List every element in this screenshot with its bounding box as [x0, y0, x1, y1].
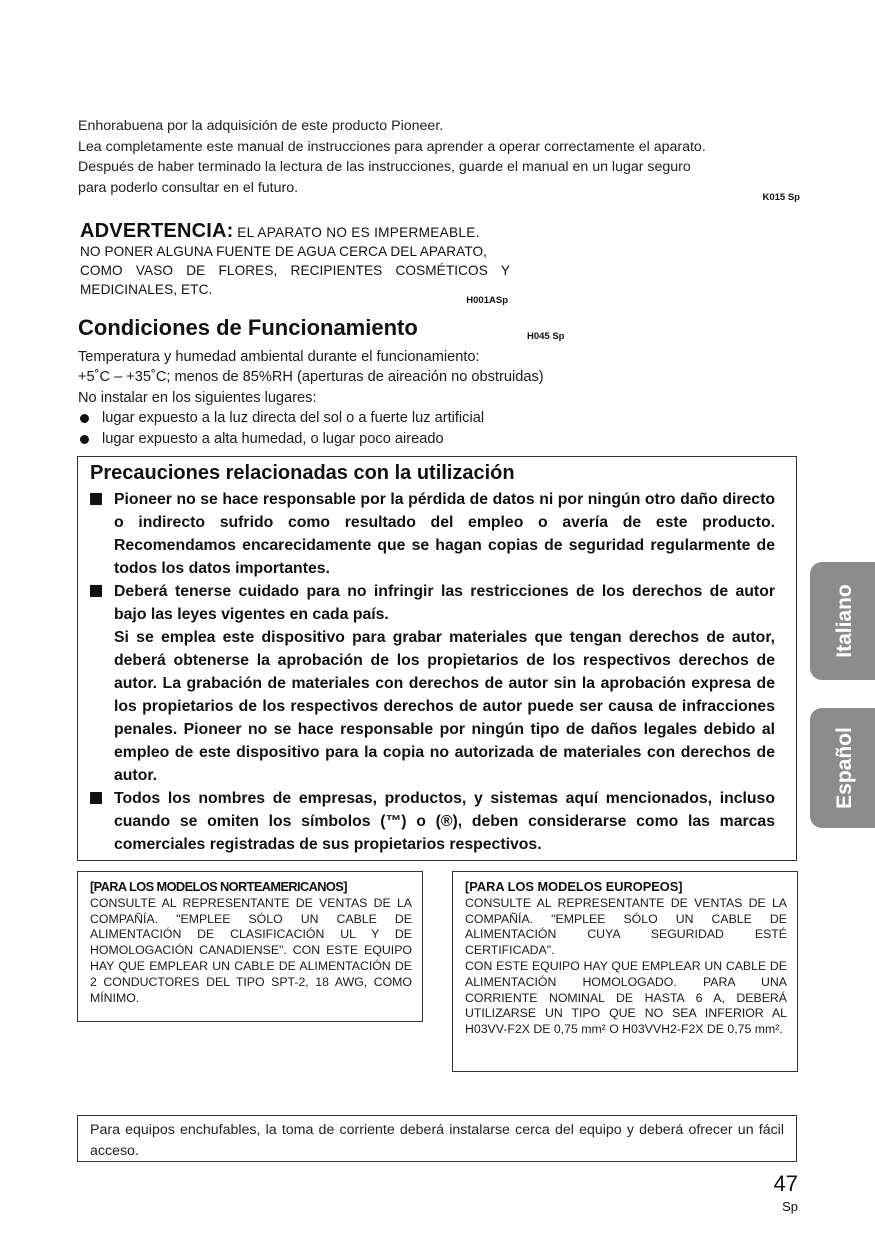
intro-paragraph — [78, 116, 800, 203]
warning-block — [80, 220, 510, 306]
square-bullet-icon — [90, 792, 102, 804]
precaution-item — [90, 787, 775, 856]
conditions-line: Temperatura y humedad ambiental durante el funcionamiento: — [78, 349, 480, 365]
europe-text: CON ESTE EQUIPO HAY QUE EMPLEAR UN CABLE DE ALIMENTACIÓN HOMOLOGADO. PARA UNA CORRIENTE NOMINAL DE HASTA 6 A, DEBERÁ UTILIZARSE UN TIPO QUE NO SEA INFERIOR AL H03VV-F2X DE 0,75 mm² O H03VVH2-F2X DE 0,75 mm². — [465, 958, 787, 1037]
conditions-bullet — [78, 429, 778, 449]
footer-note: Para equipos enchufables, la toma de corriente deberá instalarse cerca del equipo y deberá ofrecer un fácil acceso. — [90, 1122, 784, 1159]
north-america-header: [PARA LOS MODELOS NORTEAMERICANOS] — [90, 879, 347, 894]
precaution-text: Todos los nombres de empresas, productos, y sistemas aquí mencionados, incluso cuando se omiten los símbolos (™) o (®), deben considerarse como las marcas comerciales registradas de sus propietarios respectivos. — [114, 790, 775, 853]
intro-code: K015 Sp — [762, 192, 800, 203]
europe-header: [PARA LOS MODELOS EUROPEOS] — [465, 879, 683, 894]
bullet-dot-icon — [80, 435, 89, 444]
side-tab-espanol — [810, 708, 875, 828]
side-tab-label: Español — [833, 727, 856, 809]
page-language: Sp — [782, 1199, 798, 1214]
precautions-box — [77, 456, 797, 861]
precaution-item — [90, 488, 775, 580]
precaution-text: Pioneer no se hace responsable por la pérdida de datos ni por ningún otro daño directo o indirecto sufrido como resultado del empleo o avería de este producto. Recomendamos encarecidamente que se hagan copias de seguridad regularmente de todos los datos importantes. — [114, 491, 775, 577]
conditions-title: Condiciones de Funcionamiento — [78, 315, 418, 340]
europe-text: CONSULTE AL REPRESENTANTE DE VENTAS DE LA COMPAÑÍA. "EMPLEE SÓLO UN CABLE DE ALIMENTACIÓN CUYA SEGURIDAD ESTÉ CERTIFICADA". — [465, 895, 787, 958]
conditions-body — [78, 347, 778, 449]
side-tab-italiano — [810, 562, 875, 680]
intro-line: Enhorabuena por la adquisición de este producto Pioneer. — [78, 118, 444, 134]
intro-line: Lea completamente este manual de instrucciones para aprender a operar correctamente el aparato. — [78, 138, 706, 155]
conditions-bullet-text: lugar expuesto a la luz directa del sol o a fuerte luz artificial — [102, 410, 485, 427]
warning-line: MEDICINALES, ETC. — [80, 282, 213, 297]
side-tab-label: Italiano — [833, 584, 856, 658]
conditions-line: No instalar en los siguientes lugares: — [78, 389, 317, 406]
conditions-bullet — [78, 408, 778, 428]
footer-note-box — [77, 1115, 797, 1162]
precaution-text: Si se emplea este dispositivo para grabar materiales que tengan derechos de autor, deberá obtenerse la aprobación de los propietarios de los respectivos derechos de autor. La grabación de materiales con derechos de autor sin la aprobación expresa de los propietarios de los respectivos derechos de autor puede ser causa de infracciones penales. Pioneer no se hace responsable por ningún tipo de daños legales debido al empleo de este dispositivo para la copia no autorizada de materiales con derechos de autor. — [114, 629, 775, 784]
warning-line: COMO VASO DE FLORES, RECIPIENTES COSMÉTICOS Y — [80, 263, 510, 278]
europe-box — [452, 871, 798, 1072]
square-bullet-icon — [90, 585, 102, 597]
north-america-box — [77, 871, 423, 1022]
page-number: 47 — [773, 1171, 798, 1196]
intro-line: Después de haber terminado la lectura de las instrucciones, guarde el manual en un lugar seguro — [78, 159, 691, 176]
conditions-line: +5˚C – +35˚C; menos de 85%RH (aperturas de aireación no obstruidas) — [78, 369, 544, 386]
warning-first-line: EL APARATO NO ES IMPERMEABLE. — [237, 225, 480, 240]
bullet-dot-icon — [80, 414, 89, 423]
intro-line: para poderlo consultar en el futuro. — [78, 179, 299, 196]
precaution-item — [90, 580, 775, 787]
north-america-text: CONSULTE AL REPRESENTANTE DE VENTAS DE LA COMPAÑÍA. "EMPLEE SÓLO UN CABLE DE ALIMENTACIÓN DE CLASIFICACIÓN UL Y DE HOMOLOGACIÓN CANADIENSE". CON ESTE EQUIPO HAY QUE EMPLEAR UN CABLE DE ALIMENTACIÓN DE 2 CONDUCTORES DEL TIPO SPT-2, 18 AWG, COMO MÍNIMO. — [90, 895, 412, 1005]
precautions-title: Precauciones relacionadas con la utilización — [90, 462, 515, 484]
warning-line: NO PONER ALGUNA FUENTE DE AGUA CERCA DEL APARATO, — [80, 244, 488, 259]
square-bullet-icon — [90, 493, 102, 505]
warning-title: ADVERTENCIA: — [80, 220, 234, 242]
warning-code: H001ASp — [466, 295, 508, 306]
warning-heading — [80, 222, 510, 242]
conditions-bullet-text: lugar expuesto a alta humedad, o lugar poco aireado — [102, 430, 444, 447]
precautions-list — [90, 488, 775, 856]
conditions-code: H045 Sp — [527, 331, 565, 342]
precaution-text: Deberá tenerse cuidado para no infringir las restricciones de los derechos de autor bajo las leyes vigentes en cada país. — [114, 583, 775, 623]
